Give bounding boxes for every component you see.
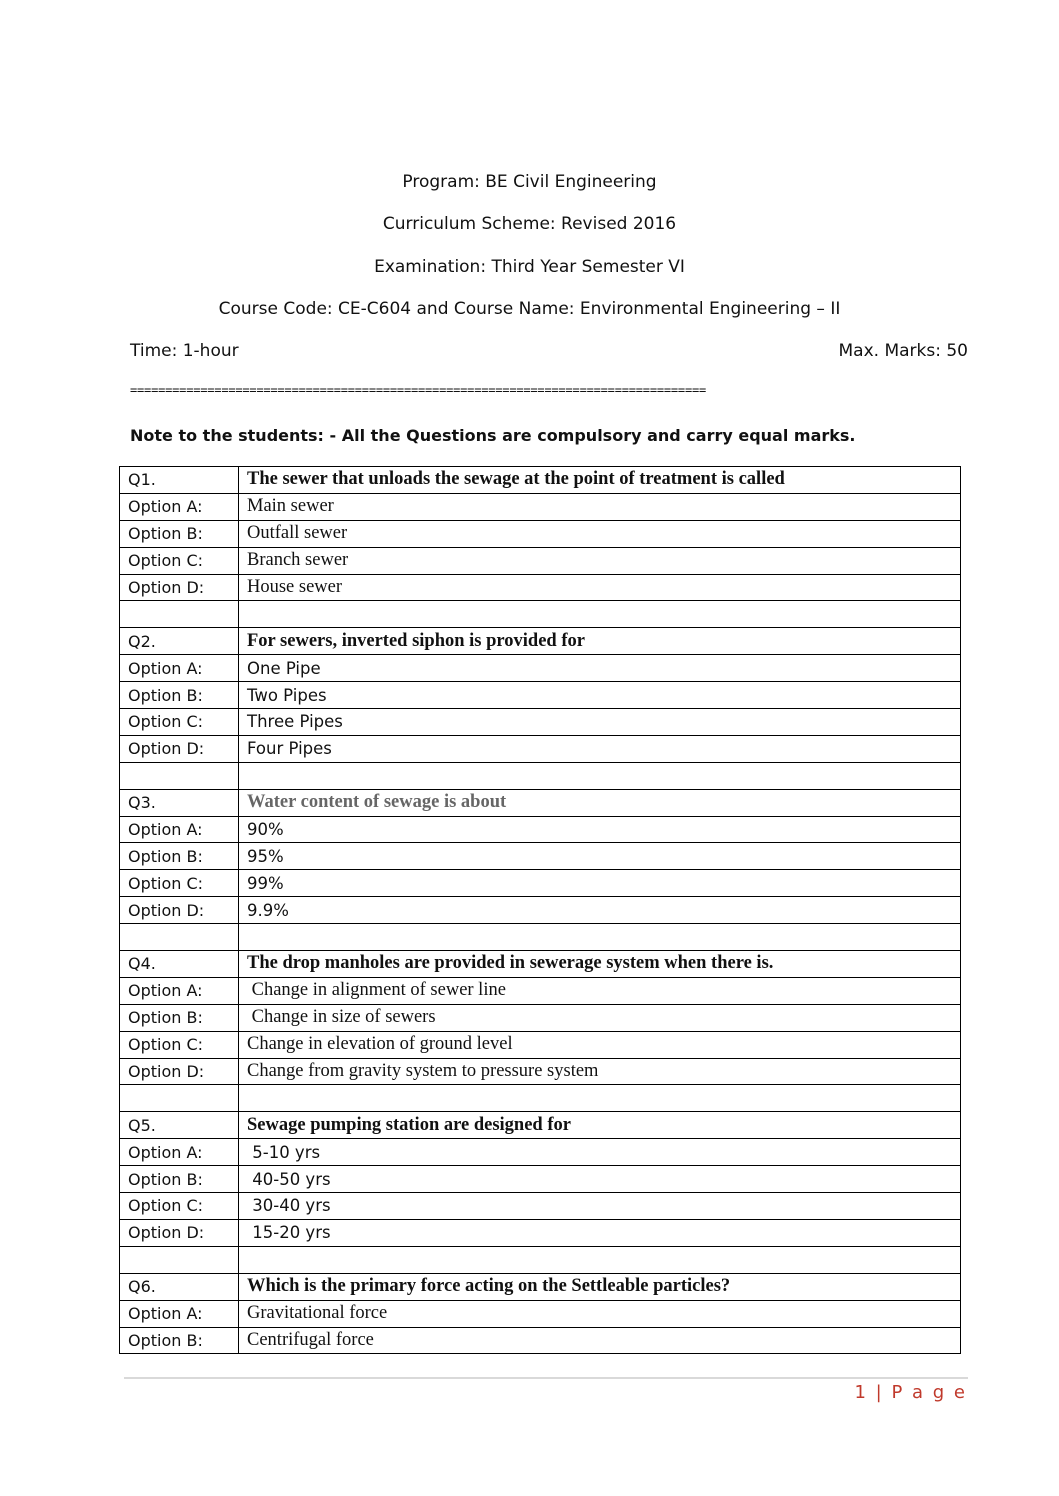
question-row bbox=[120, 1273, 961, 1300]
option-label: Option C: bbox=[120, 709, 239, 736]
option-row bbox=[120, 870, 961, 897]
option-text: Four Pipes bbox=[239, 735, 961, 762]
option-text: Centrifugal force bbox=[239, 1327, 961, 1354]
option-row bbox=[120, 897, 961, 924]
option-row bbox=[120, 1193, 961, 1220]
note-to-students: Note to the students: - All the Questions are compulsory and carry equal marks. bbox=[130, 426, 856, 445]
option-text: Change from gravity system to pressure system bbox=[239, 1058, 961, 1085]
question-number: Q3. bbox=[120, 789, 239, 816]
option-row bbox=[120, 1004, 961, 1031]
question-table bbox=[119, 466, 961, 1354]
time-label: Time: 1-hour bbox=[130, 341, 239, 361]
option-label: Option A: bbox=[120, 1139, 239, 1166]
option-row bbox=[120, 520, 961, 547]
option-label: Option A: bbox=[120, 816, 239, 843]
option-label: Option A: bbox=[120, 1300, 239, 1327]
question-text: Sewage pumping station are designed for bbox=[239, 1112, 961, 1139]
option-text: Change in alignment of sewer line bbox=[239, 977, 961, 1004]
option-row bbox=[120, 709, 961, 736]
spacer-row bbox=[120, 1085, 961, 1112]
separator-line: ================================================================================== bbox=[130, 383, 707, 397]
option-label: Option A: bbox=[120, 977, 239, 1004]
option-label: Option B: bbox=[120, 1004, 239, 1031]
question-text: Which is the primary force acting on the Settleable particles? bbox=[239, 1273, 961, 1300]
curriculum-scheme-line: Curriculum Scheme: Revised 2016 bbox=[382, 214, 677, 234]
question-text: For sewers, inverted siphon is provided for bbox=[239, 628, 961, 655]
option-row bbox=[120, 1300, 961, 1327]
option-row bbox=[120, 843, 961, 870]
option-row bbox=[120, 1031, 961, 1058]
option-label: Option A: bbox=[120, 655, 239, 682]
question-row bbox=[120, 467, 961, 494]
option-label: Option C: bbox=[120, 1031, 239, 1058]
option-label: Option B: bbox=[120, 520, 239, 547]
option-row bbox=[120, 1058, 961, 1085]
question-number: Q6. bbox=[120, 1273, 239, 1300]
option-label: Option D: bbox=[120, 1219, 239, 1246]
option-row bbox=[120, 1327, 961, 1354]
question-number: Q4. bbox=[120, 951, 239, 978]
examination-line: Examination: Third Year Semester VI bbox=[374, 257, 685, 277]
question-text: Water content of sewage is about bbox=[239, 789, 961, 816]
option-row bbox=[120, 977, 961, 1004]
option-text: Change in size of sewers bbox=[239, 1004, 961, 1031]
option-row bbox=[120, 1219, 961, 1246]
option-label: Option B: bbox=[120, 1327, 239, 1354]
footer-rule bbox=[124, 1377, 968, 1379]
question-number: Q2. bbox=[120, 628, 239, 655]
option-row bbox=[120, 735, 961, 762]
option-text: 99% bbox=[239, 870, 961, 897]
question-row bbox=[120, 789, 961, 816]
question-text: The sewer that unloads the sewage at the point of treatment is called bbox=[239, 467, 961, 494]
option-text: 5-10 yrs bbox=[239, 1139, 961, 1166]
question-row bbox=[120, 951, 961, 978]
option-text: 9.9% bbox=[239, 897, 961, 924]
option-label: Option D: bbox=[120, 897, 239, 924]
option-text: 30-40 yrs bbox=[239, 1193, 961, 1220]
page-number: 1 | P a g e bbox=[854, 1382, 967, 1403]
option-label: Option B: bbox=[120, 843, 239, 870]
option-text: Two Pipes bbox=[239, 682, 961, 709]
option-text: Branch sewer bbox=[239, 547, 961, 574]
option-label: Option C: bbox=[120, 870, 239, 897]
option-row bbox=[120, 574, 961, 601]
option-label: Option C: bbox=[120, 547, 239, 574]
option-row bbox=[120, 816, 961, 843]
option-text: Three Pipes bbox=[239, 709, 961, 736]
option-row bbox=[120, 682, 961, 709]
spacer-row bbox=[120, 924, 961, 951]
spacer-row bbox=[120, 762, 961, 789]
option-text: 15-20 yrs bbox=[239, 1219, 961, 1246]
option-label: Option D: bbox=[120, 1058, 239, 1085]
spacer-row bbox=[120, 601, 961, 628]
option-text: Gravitational force bbox=[239, 1300, 961, 1327]
option-label: Option B: bbox=[120, 1166, 239, 1193]
option-row bbox=[120, 1166, 961, 1193]
max-marks-label: Max. Marks: 50 bbox=[838, 341, 968, 361]
option-label: Option D: bbox=[120, 735, 239, 762]
question-row bbox=[120, 1112, 961, 1139]
question-row bbox=[120, 628, 961, 655]
option-text: 95% bbox=[239, 843, 961, 870]
option-text: House sewer bbox=[239, 574, 961, 601]
option-row bbox=[120, 655, 961, 682]
question-text: The drop manholes are provided in sewerage system when there is. bbox=[239, 951, 961, 978]
question-number: Q1. bbox=[120, 467, 239, 494]
option-text: Main sewer bbox=[239, 493, 961, 520]
option-text: Change in elevation of ground level bbox=[239, 1031, 961, 1058]
option-text: 40-50 yrs bbox=[239, 1166, 961, 1193]
option-label: Option A: bbox=[120, 493, 239, 520]
option-label: Option C: bbox=[120, 1193, 239, 1220]
option-text: One Pipe bbox=[239, 655, 961, 682]
program-line: Program: BE Civil Engineering bbox=[402, 172, 657, 192]
option-row bbox=[120, 493, 961, 520]
option-row bbox=[120, 1139, 961, 1166]
option-text: 90% bbox=[239, 816, 961, 843]
time-marks-row bbox=[130, 341, 968, 361]
option-label: Option B: bbox=[120, 682, 239, 709]
question-number: Q5. bbox=[120, 1112, 239, 1139]
option-text: Outfall sewer bbox=[239, 520, 961, 547]
course-line: Course Code: CE-C604 and Course Name: Environmental Engineering – II bbox=[218, 299, 841, 319]
option-label: Option D: bbox=[120, 574, 239, 601]
spacer-row bbox=[120, 1246, 961, 1273]
option-row bbox=[120, 547, 961, 574]
